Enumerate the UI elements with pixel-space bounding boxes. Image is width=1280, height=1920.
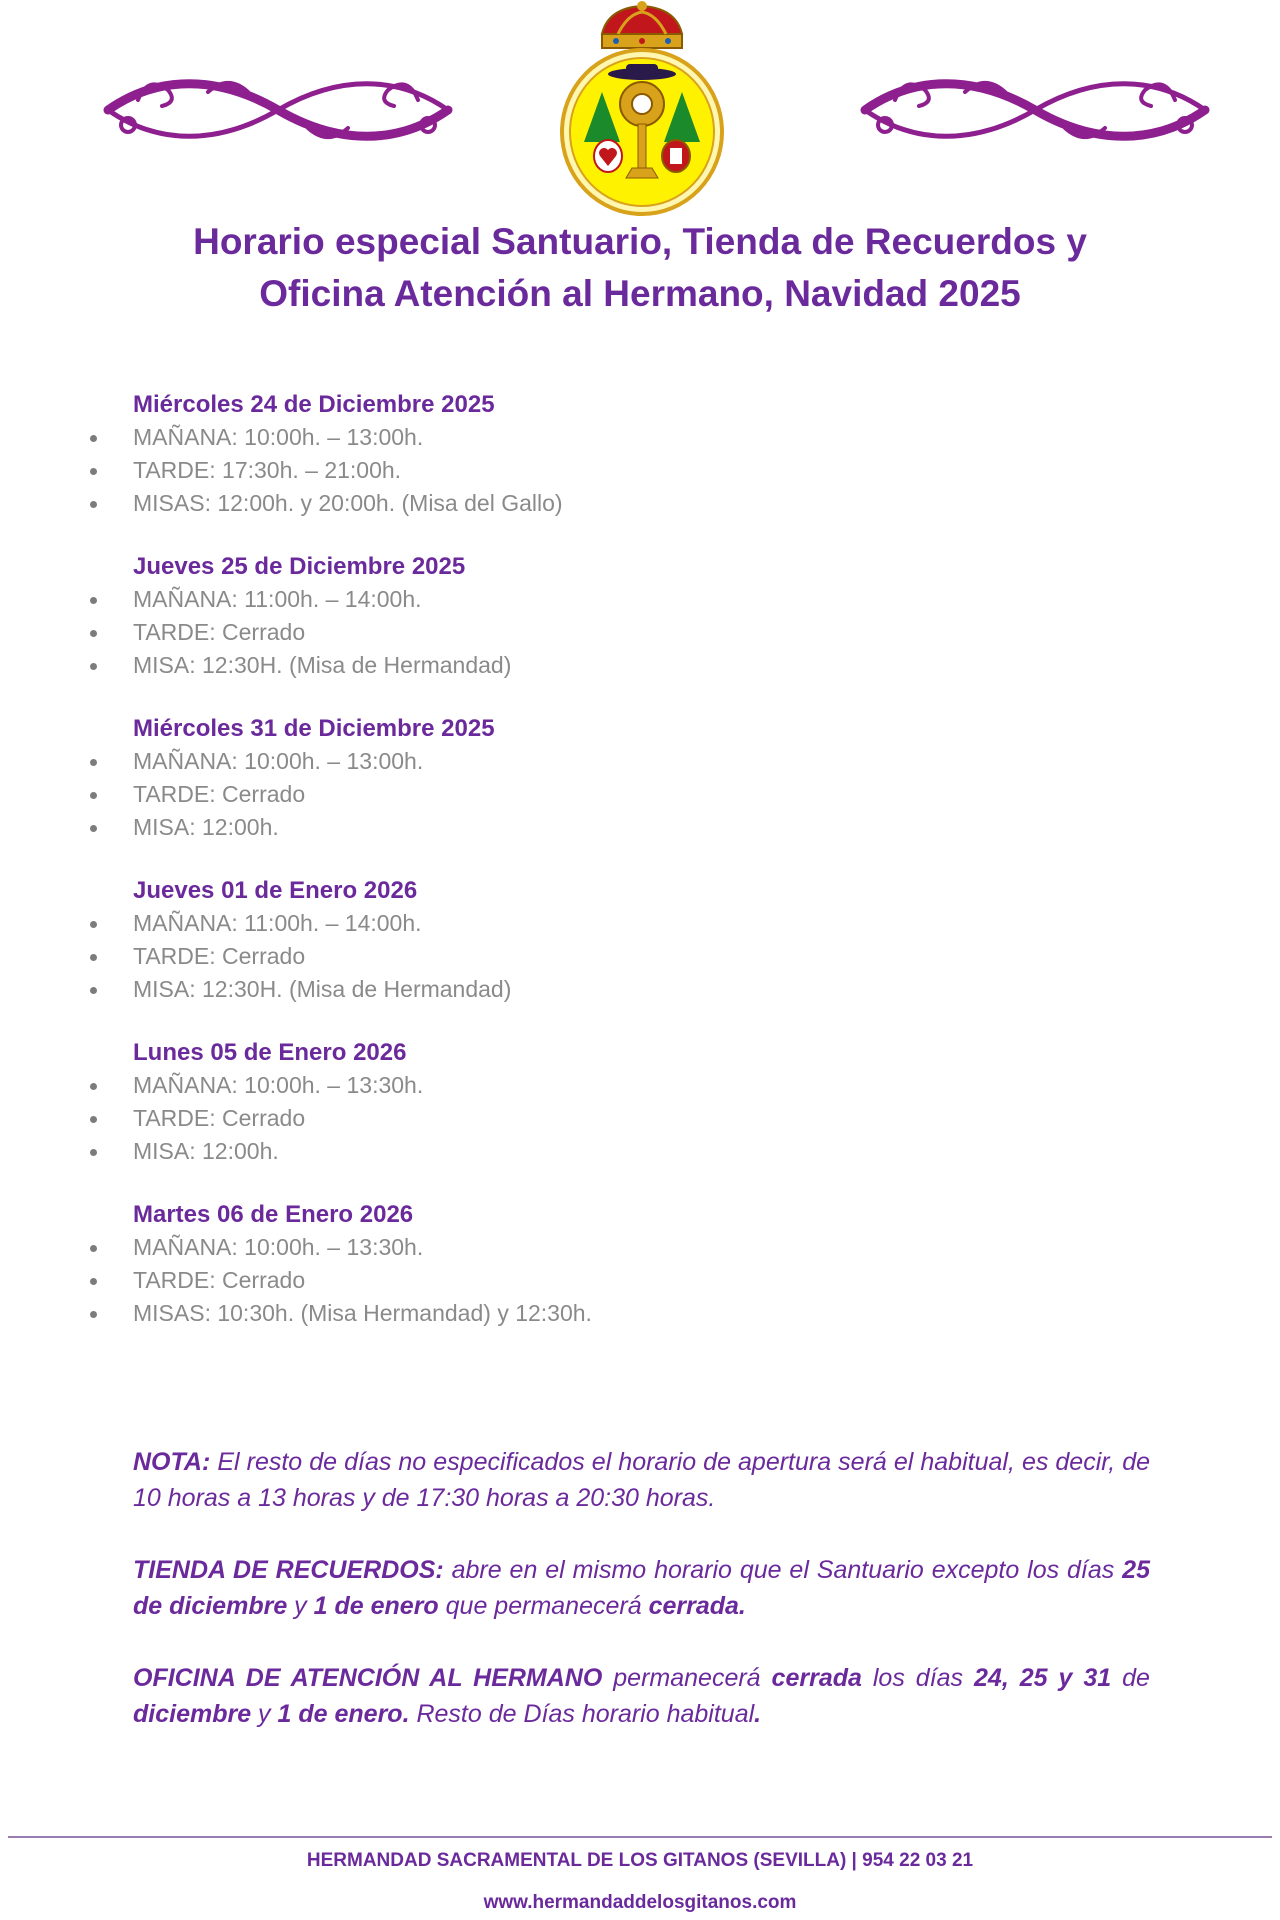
notes-section bbox=[133, 1444, 1150, 1768]
day-block bbox=[0, 874, 1280, 1006]
schedule-item: TARDE: Cerrado bbox=[0, 778, 1280, 811]
schedule-item: MAÑANA: 10:00h. – 13:00h. bbox=[0, 745, 1280, 778]
schedule-item: MAÑANA: 10:00h. – 13:00h. bbox=[0, 421, 1280, 454]
schedule-item: TARDE: Cerrado bbox=[0, 1102, 1280, 1135]
day-heading: Jueves 25 de Diciembre 2025 bbox=[133, 553, 466, 580]
day-heading: Lunes 05 de Enero 2026 bbox=[133, 1039, 407, 1066]
schedule-item: MISA: 12:00h. bbox=[0, 811, 1280, 844]
schedule-item: MISA: 12:00h. bbox=[0, 1135, 1280, 1168]
day-block bbox=[0, 1198, 1280, 1330]
footer-divider bbox=[8, 1836, 1272, 1838]
day-heading: Martes 06 de Enero 2026 bbox=[133, 1201, 414, 1228]
day-heading: Miércoles 24 de Diciembre 2025 bbox=[133, 391, 495, 418]
schedule-item: TARDE: Cerrado bbox=[0, 1264, 1280, 1297]
purple-scroll-ornament-icon bbox=[855, 70, 1215, 150]
page-title-line-2: Oficina Atención al Hermano, Navidad 2025 bbox=[259, 273, 1021, 314]
schedule-item: MISAS: 12:00h. y 20:00h. (Misa del Gallo) bbox=[0, 487, 1280, 520]
header bbox=[0, 0, 1280, 220]
brotherhood-coat-of-arms-icon bbox=[558, 0, 726, 218]
schedule-item: MISA: 12:30H. (Misa de Hermandad) bbox=[0, 973, 1280, 1006]
schedule-item: MAÑANA: 11:00h. – 14:00h. bbox=[0, 907, 1280, 940]
schedule-list bbox=[0, 388, 1280, 1360]
schedule-item: MISAS: 10:30h. (Misa Hermandad) y 12:30h. bbox=[0, 1297, 1280, 1330]
note-gift-shop: TIENDA DE RECUERDOS: abre en el mismo horario que el Santuario excepto los días 25 de diciembre y 1 de enero que permanecerá cerrada. bbox=[133, 1556, 1150, 1620]
day-block bbox=[0, 1036, 1280, 1168]
purple-scroll-ornament-icon bbox=[98, 70, 458, 150]
day-heading: Jueves 01 de Enero 2026 bbox=[133, 877, 418, 904]
schedule-item: TARDE: Cerrado bbox=[0, 616, 1280, 649]
footer-website-link[interactable]: www.hermandaddelosgitanos.com bbox=[483, 1892, 797, 1913]
day-block bbox=[0, 388, 1280, 520]
schedule-item: TARDE: 17:30h. – 21:00h. bbox=[0, 454, 1280, 487]
day-block bbox=[0, 550, 1280, 682]
day-block bbox=[0, 712, 1280, 844]
schedule-item: MAÑANA: 11:00h. – 14:00h. bbox=[0, 583, 1280, 616]
schedule-item: MAÑANA: 10:00h. – 13:30h. bbox=[0, 1231, 1280, 1264]
schedule-item: MAÑANA: 10:00h. – 13:30h. bbox=[0, 1069, 1280, 1102]
schedule-item: MISA: 12:30H. (Misa de Hermandad) bbox=[0, 649, 1280, 682]
note-member-office: OFICINA DE ATENCIÓN AL HERMANO permanecerá cerrada los días 24, 25 y 31 de diciembre y 1 de enero. Resto de Días horario habitual. bbox=[133, 1664, 1150, 1728]
page-title-line-1: Horario especial Santuario, Tienda de Recuerdos y bbox=[193, 221, 1087, 262]
schedule-item: TARDE: Cerrado bbox=[0, 940, 1280, 973]
day-heading: Miércoles 31 de Diciembre 2025 bbox=[133, 715, 495, 742]
page-title bbox=[100, 216, 1180, 320]
footer-organization: HERMANDAD SACRAMENTAL DE LOS GITANOS (SEVILLA) | 954 22 03 21 bbox=[306, 1850, 974, 1871]
note-general: NOTA: El resto de días no especificados el horario de apertura será el habitual, es decir, de 10 horas a 13 horas y de 17:30 horas a 20:30 horas. bbox=[133, 1448, 1150, 1512]
